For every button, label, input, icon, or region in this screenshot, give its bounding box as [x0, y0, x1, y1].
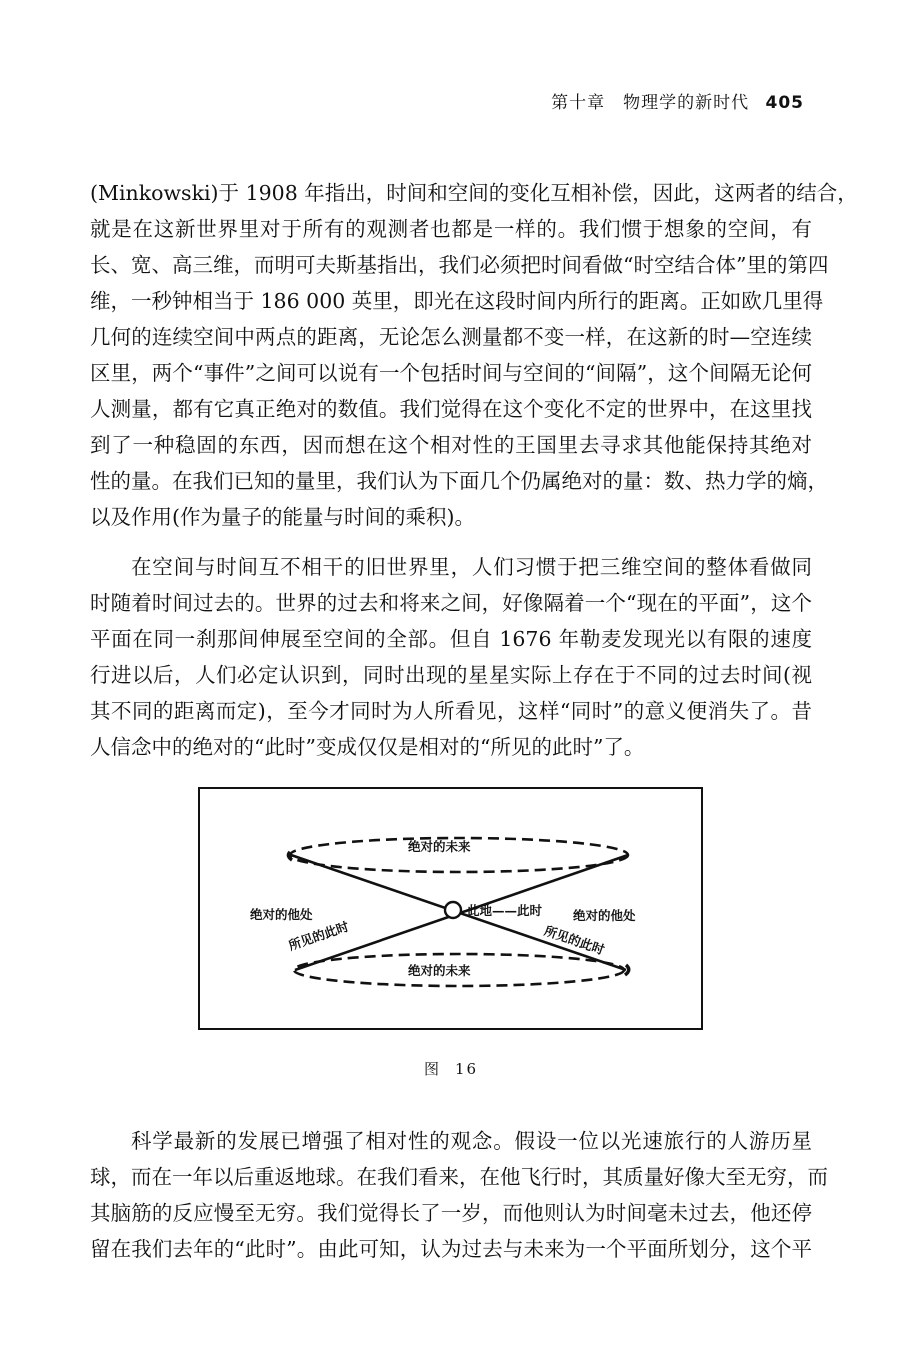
text-line: 到了一种稳固的东西，因而想在这个相对性的王国里去寻求其他能保持其绝对	[90, 433, 812, 457]
text-line: 人测量，都有它真正绝对的数值。我们觉得在这个变化不定的世界中，在这里找	[90, 397, 812, 421]
text-line: 球，而在一年以后重返地球。在我们看来，在他飞行时，其质量好像大至无穷，而	[90, 1165, 828, 1189]
figure-caption-number: 16	[455, 1060, 479, 1078]
text-line: 就是在这新世界里对于所有的观测者也都是一样的。我们惯于想象的空间，有	[90, 217, 812, 241]
light-cone-figure	[198, 787, 703, 1030]
text-line: 在空间与时间互不相干的旧世界里，人们习惯于把三维空间的整体看做同	[131, 555, 812, 579]
text-line: 平面在同一刹那间伸展至空间的全部。但自 1676 年勒麦发现光以有限的速度	[90, 627, 812, 651]
chapter-title: 第十章 物理学的新时代	[551, 93, 750, 113]
text-line: 其不同的距离而定)，至今才同时为人所看见，这样“同时”的意义便消失了。昔	[90, 699, 812, 723]
apparent-now-left-label: 所见的此时	[286, 918, 351, 954]
text-line: (Minkowski)于 1908 年指出，时间和空间的变化互相补偿，因此，这两者的结合，	[90, 181, 858, 205]
text-line: 留在我们去年的“此时”。由此可知，认为过去与未来为一个平面所划分，这个平	[90, 1237, 812, 1261]
here-now-circle	[445, 902, 461, 918]
text-line: 人信念中的绝对的“此时”变成仅仅是相对的“所见的此时”了。	[90, 735, 645, 759]
text-line: 时随着时间过去的。世界的过去和将来之间，好像隔着一个“现在的平面”，这个	[90, 591, 812, 615]
text-line: 长、宽、高三维，而明可夫斯基指出，我们必须把时间看做“时空结合体”里的第四	[90, 253, 829, 277]
figure-caption	[424, 1058, 492, 1079]
page-number: 405	[765, 93, 804, 113]
text-line: 以及作用(作为量子的能量与时间的乘积)。	[90, 505, 475, 529]
figure-caption-prefix: 图	[424, 1060, 442, 1078]
running-header	[551, 88, 804, 113]
absolute-elsewhere-right-label: 绝对的他处	[573, 908, 636, 923]
text-line: 科学最新的发展已增强了相对性的观念。假设一位以光速旅行的人游历星	[131, 1129, 812, 1153]
absolute-future-bottom-label: 绝对的未来	[408, 963, 471, 978]
text-line: 区里，两个“事件”之间可以说有一个包括时间与空间的“间隔”，这个间隔无论何	[90, 361, 812, 385]
text-line: 几何的连续空间中两点的距离，无论怎么测量都不变一样，在这新的时—空连续	[90, 325, 812, 349]
apparent-now-right-label: 所见的此时	[542, 922, 607, 958]
absolute-future-top-label: 绝对的未来	[408, 839, 471, 854]
text-line: 维，一秒钟相当于 186 000 英里，即光在这段时间内所行的距离。正如欧几里得	[90, 289, 824, 313]
absolute-elsewhere-left-label: 绝对的他处	[250, 907, 313, 922]
here-now-label: 此地——此时	[467, 903, 543, 918]
text-line: 其脑筋的反应慢至无穷。我们觉得长了一岁，而他则认为时间毫未过去，他还停	[90, 1201, 812, 1225]
text-line: 性的量。在我们已知的量里，我们认为下面几个仍属绝对的量：数、热力学的熵，	[90, 469, 828, 493]
text-line: 行进以后，人们必定认识到，同时出现的星星实际上存在于不同的过去时间(视	[90, 663, 812, 687]
